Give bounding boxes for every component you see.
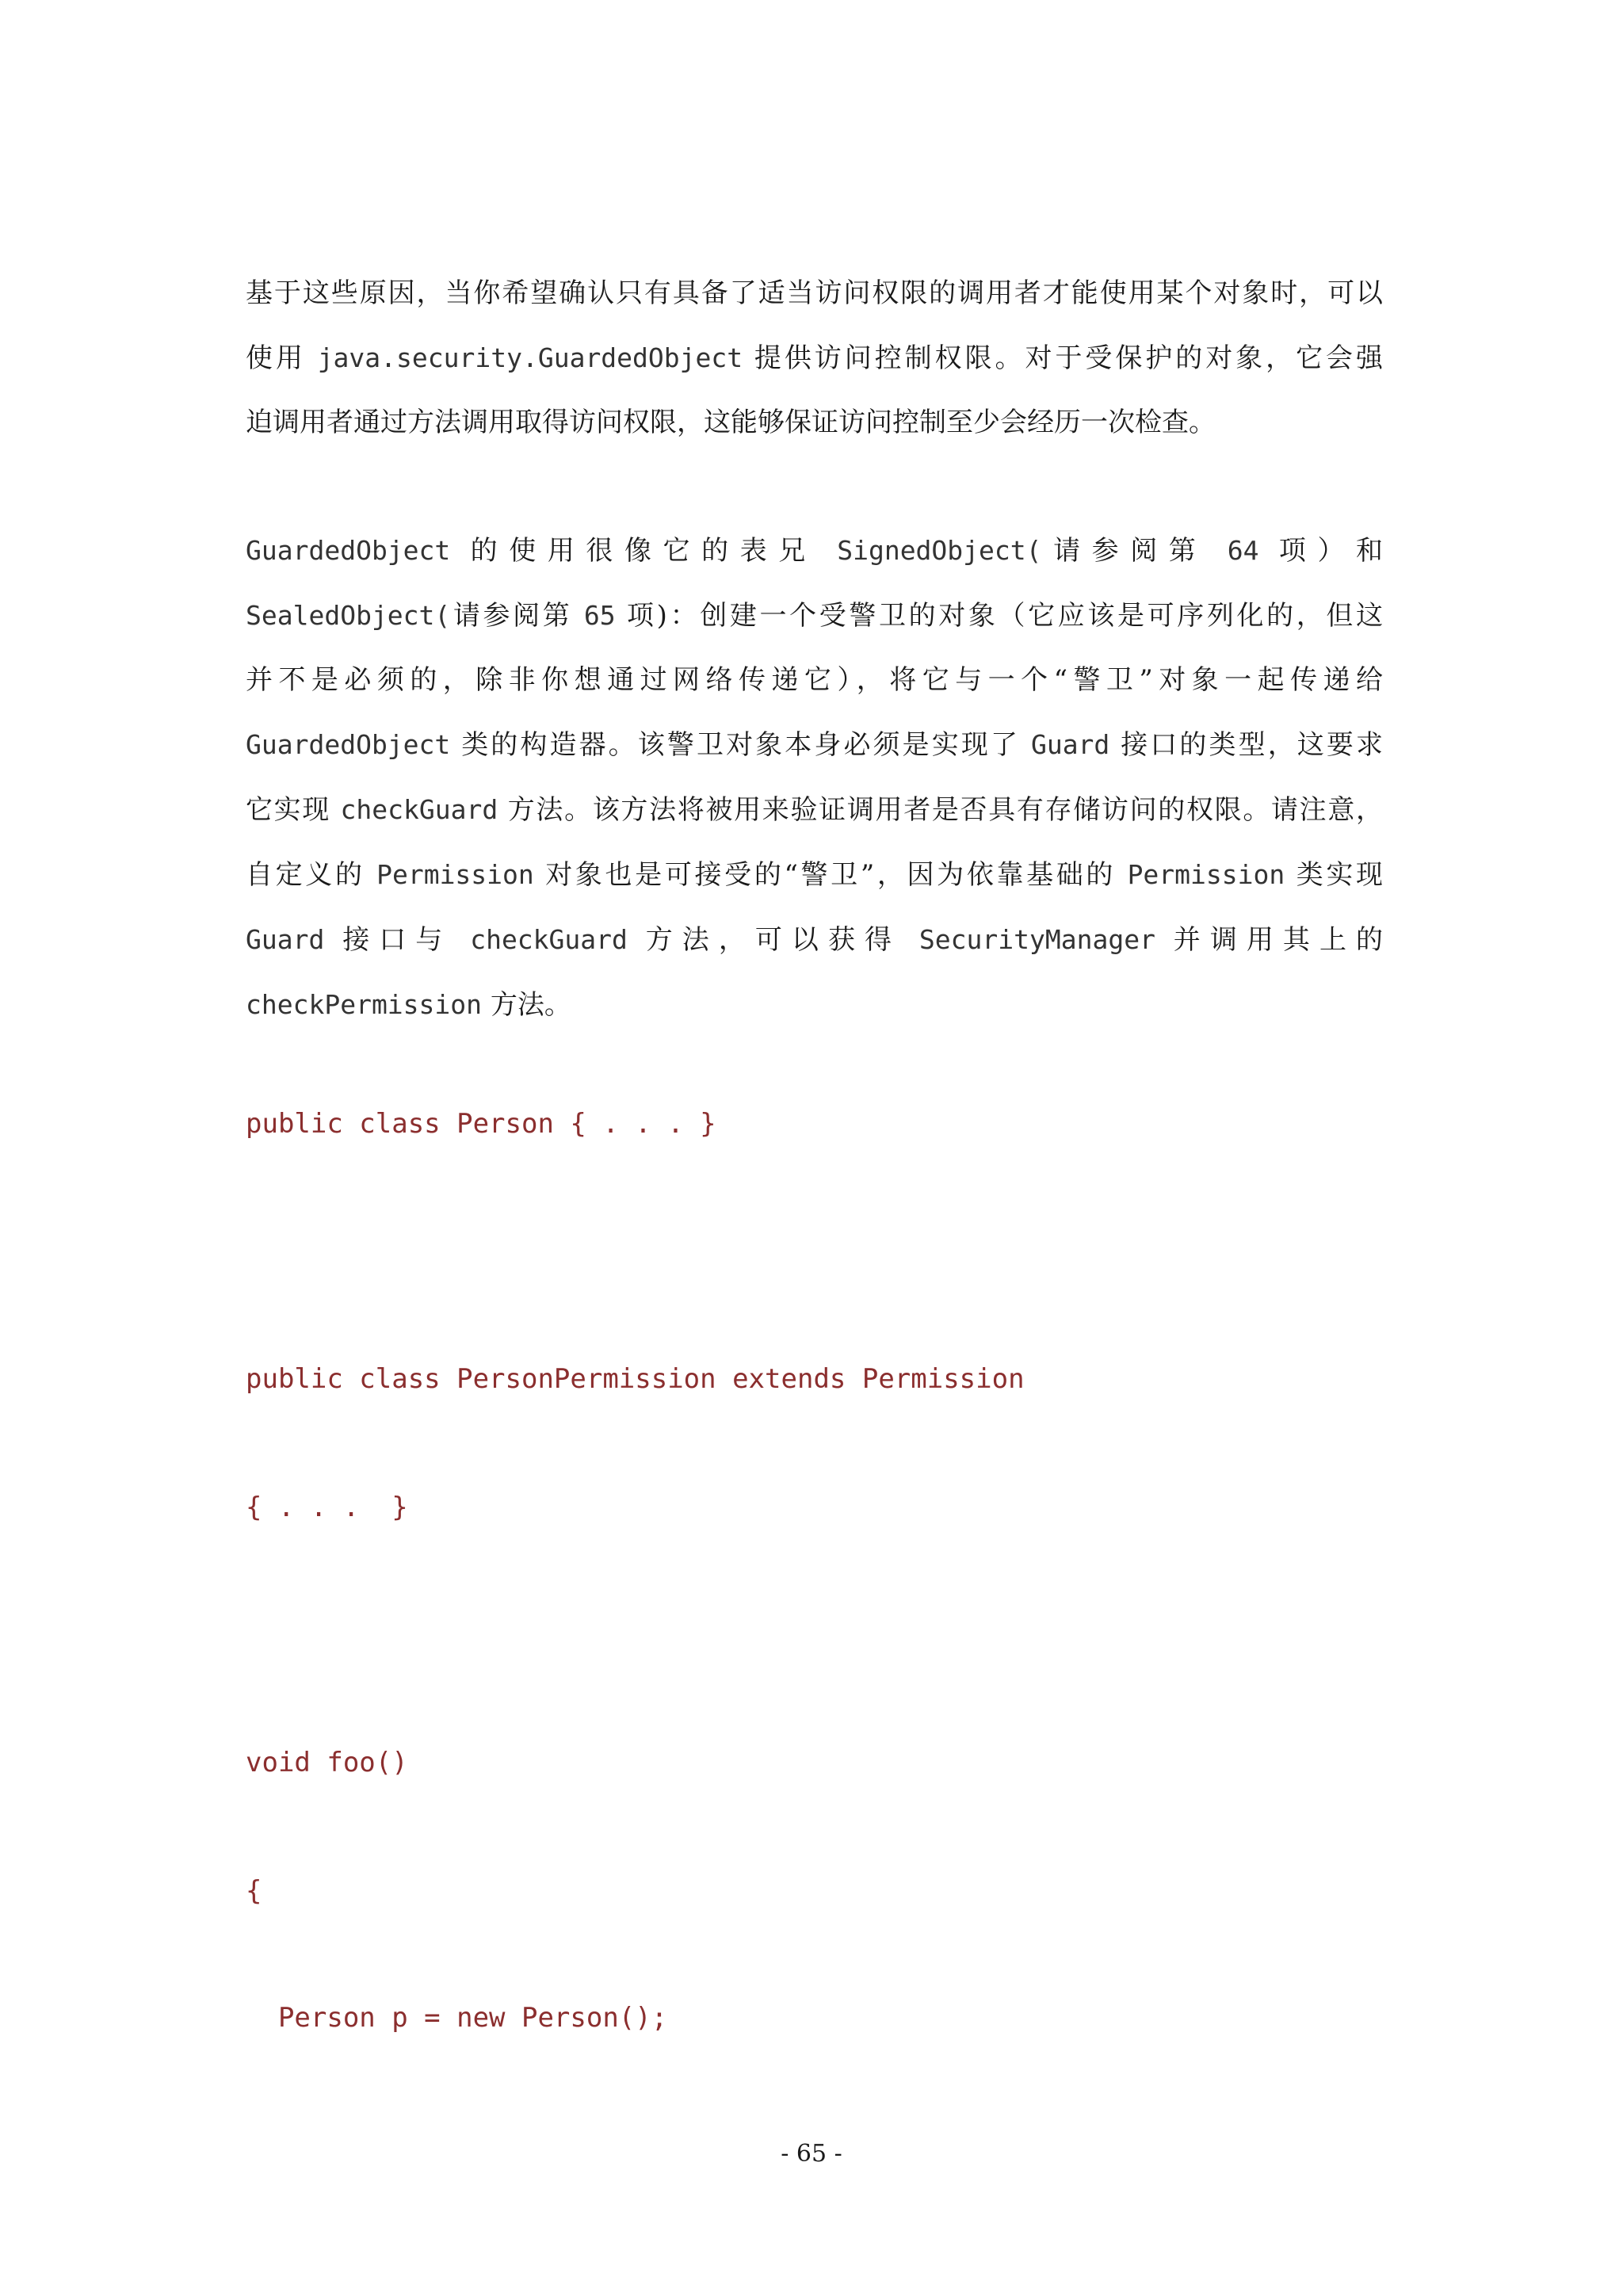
text-run: 自定义的 <box>246 859 365 891</box>
code-line-open-brace: { <box>246 1875 262 1907</box>
inline-code: Guard <box>246 924 325 955</box>
text-run: 它实现 <box>246 794 331 826</box>
code-line-new-person: Person p = new Person(); <box>246 2002 668 2034</box>
inline-code: GuardedObject <box>246 729 451 760</box>
text-run: 接口与 <box>342 924 453 956</box>
text-run: 项）和 <box>1278 535 1384 567</box>
text-run: 项)：创建一个受警卫的对象（它应该是可序列化的，但这 <box>627 600 1383 632</box>
page-number: - 65 - <box>781 2140 842 2168</box>
paragraph-line <box>246 262 1383 326</box>
text-run: 请参阅第 <box>1041 535 1208 567</box>
inline-code: 64 <box>1227 535 1259 566</box>
code-line-method-signature: void foo() <box>246 1747 408 1778</box>
paragraph-line <box>246 583 1383 648</box>
inline-code: checkGuard <box>470 924 628 955</box>
text-run: 使用 <box>246 342 306 374</box>
inline-code: Permission <box>1127 859 1285 890</box>
paragraph-line <box>246 326 1383 391</box>
inline-code: GuardedObject <box>246 535 451 566</box>
text-run: 请参阅第 <box>450 600 573 632</box>
text-run: 并不是必须的，除非你想通过网络传递它），将它与一个“警卫”对象一起传递给 <box>246 664 1383 696</box>
inline-code: SignedObject( <box>837 535 1042 566</box>
paragraph-line <box>246 907 1383 972</box>
text-run: 接口的类型，这要求 <box>1121 729 1383 761</box>
text-run: 方法。该方法将被用来验证调用者是否具有存储访问的权限。请注意， <box>507 794 1384 826</box>
text-run: 并调用其上的 <box>1173 924 1384 956</box>
paragraph-line <box>246 648 1383 712</box>
paragraph-line <box>246 842 1383 907</box>
text-run: 方法，可以获得 <box>645 924 902 956</box>
text-run: 迫调用者通过方法调用取得访问权限，这能够保证访问控制至少会经历一次检查。 <box>246 407 1216 438</box>
paragraph-line <box>246 972 1383 1037</box>
code-line-person-class: public class Person { . . . } <box>246 1108 716 1140</box>
text-run: 对象也是可接受的“警卫”，因为依靠基础的 <box>545 859 1117 891</box>
inline-code: 65 <box>583 600 616 631</box>
text-run: 的使用很像它的表兄 <box>470 535 817 567</box>
paragraph-line <box>246 391 1383 455</box>
text-run: 类实现 <box>1296 859 1384 891</box>
inline-code: Guard <box>1030 729 1110 760</box>
paragraph-line <box>246 518 1383 583</box>
inline-code: checkGuard <box>340 794 498 825</box>
text-run: 类的构造器。该警卫对象本身必须是实现了 <box>461 729 1021 761</box>
paragraph-line <box>246 712 1383 777</box>
paragraph-line <box>246 777 1383 842</box>
text-run: 方法。 <box>490 989 571 1021</box>
text-run: 提供访问控制权限。对于受保护的对象，它会强 <box>754 342 1384 374</box>
paragraph-guarded-object-intro <box>246 262 1383 455</box>
code-line-class-body: { . . . } <box>246 1492 408 1523</box>
inline-code: SealedObject( <box>246 600 451 631</box>
code-line-person-permission-class: public class PersonPermission extends Permission <box>246 1363 1025 1395</box>
inline-code: Permission <box>376 859 534 890</box>
inline-code: checkPermission <box>246 989 483 1020</box>
inline-code: SecurityManager <box>918 924 1155 955</box>
paragraph-guarded-object-usage <box>246 518 1383 1037</box>
text-run: 基于这些原因，当你希望确认只有具备了适当访问权限的调用者才能使用某个对象时，可以 <box>246 277 1383 309</box>
inline-code: java.security.GuardedObject <box>317 342 743 373</box>
